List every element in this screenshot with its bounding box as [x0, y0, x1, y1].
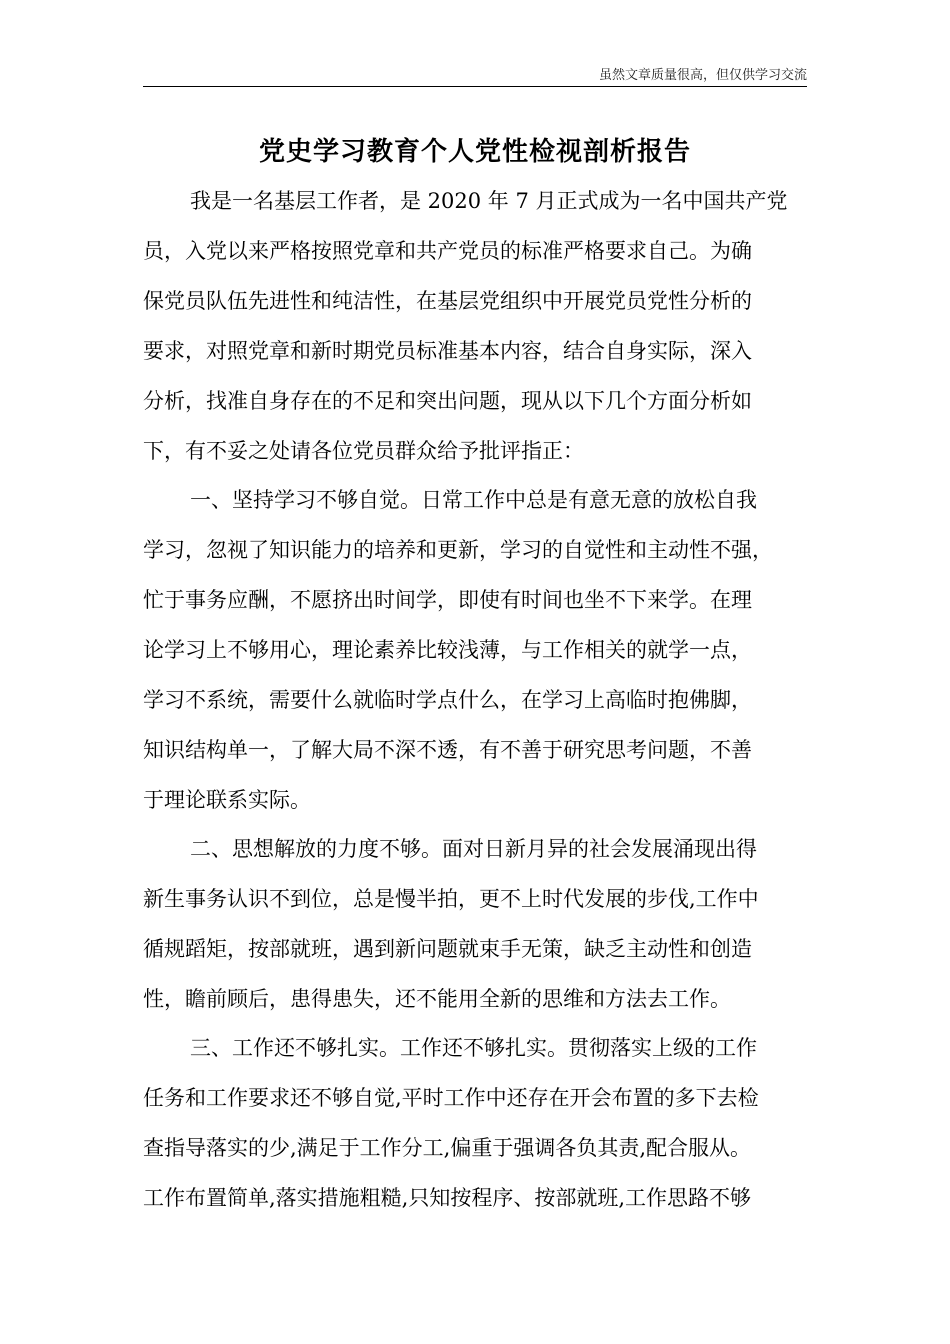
paragraph-line: 知识结构单一，了解大局不深不透，有不善于研究思考问题，不善 — [143, 738, 752, 762]
paragraph-line: 我是一名基层工作者，是 2020 年 7 月正式成为一名中国共产党 — [190, 189, 788, 213]
header-note: 虽然文章质量很高，但仅供学习交流 — [598, 68, 807, 83]
paragraph-section-1 — [143, 475, 807, 825]
paragraph-line: 查指导落实的少,满足于工作分工,偏重于强调各负其责,配合服从。 — [143, 1136, 752, 1160]
paragraph-section-2 — [143, 824, 807, 1024]
paragraph-line: 学习，忽视了知识能力的培养和更新，学习的自觉性和主动性不强， — [143, 538, 773, 562]
paragraph-line: 学习不系统，需要什么就临时学点什么，在学习上高临时抱佛脚， — [143, 688, 752, 712]
paragraph-line: 一、坚持学习不够自觉。日常工作中总是有意无意的放松自我 — [190, 488, 757, 512]
document-title: 党史学习教育个人党性检视剖析报告 — [258, 137, 691, 167]
paragraph-line: 要求，对照党章和新时期党员标准基本内容，结合自身实际，深入 — [143, 339, 752, 363]
paragraph-line: 循规蹈矩，按部就班，遇到新问题就束手无策，缺乏主动性和创造 — [143, 937, 752, 961]
paragraph-line: 性，瞻前顾后，患得患失，还不能用全新的思维和方法去工作。 — [143, 987, 731, 1011]
paragraph-line: 下，有不妥之处请各位党员群众给予批评指正： — [143, 439, 584, 463]
paragraph-line: 任务和工作要求还不够自觉,平时工作中还存在开会布置的多下去检 — [143, 1086, 759, 1110]
paragraph-line: 新生事务认识不到位，总是慢半拍，更不上时代发展的步伐,工作中 — [143, 887, 759, 911]
paragraph-line: 忙于事务应酬，不愿挤出时间学，即使有时间也坐不下来学。在理 — [143, 588, 752, 612]
paragraph-line: 工作布置简单,落实措施粗糙,只知按程序、按部就班,工作思路不够 — [143, 1186, 752, 1210]
paragraph-line: 二、思想解放的力度不够。面对日新月异的社会发展涌现出得 — [190, 837, 757, 861]
paragraph-line: 论学习上不够用心，理论素养比较浅薄，与工作相关的就学一点， — [143, 638, 752, 662]
paragraph-line: 保党员队伍先进性和纯洁性，在基层党组织中开展党员党性分析的 — [143, 289, 752, 313]
paragraph-intro — [143, 176, 807, 476]
paragraph-line: 于理论联系实际。 — [143, 788, 311, 812]
paragraph-line: 三、工作还不够扎实。工作还不够扎实。贯彻落实上级的工作 — [190, 1036, 757, 1060]
paragraph-line: 分析，找准自身存在的不足和突出问题，现从以下几个方面分析如 — [143, 389, 752, 413]
paragraph-line: 员，入党以来严格按照党章和共产党员的标准严格要求自己。为确 — [143, 239, 752, 263]
paragraph-section-3 — [143, 1023, 807, 1223]
header-divider — [143, 86, 807, 87]
